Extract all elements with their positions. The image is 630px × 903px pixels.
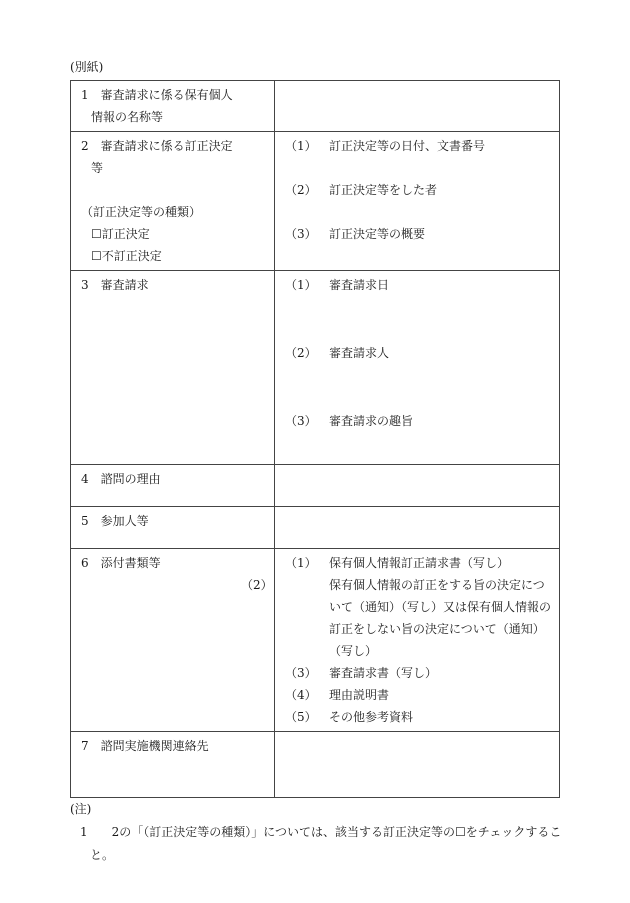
row-label-contact: 7 諮問実施機関連絡先 [71, 732, 275, 798]
row-value-correction-decision [275, 132, 560, 271]
row-value-review-request [275, 271, 560, 465]
list-item: （3） 審査請求の趣旨 [285, 414, 414, 428]
list-item: （2） 保有個人情報の訂正をする旨の決定について（通知）（写し）又は保有個人情報の訂正をしない旨の決定について（通知）（写し） [241, 578, 552, 658]
row-value-info-name [275, 81, 560, 132]
row-label-line: 2 審査請求に係る訂正決定 [81, 139, 233, 153]
row-value-attachments [241, 549, 560, 732]
row-value-participants [275, 507, 560, 549]
row-value-inquiry-reason [275, 465, 560, 507]
row-label-inquiry-reason: 4 諮問の理由 [71, 465, 275, 507]
row-label-participants: 5 参加人等 [71, 507, 275, 549]
page-label: (別紙) [70, 60, 104, 74]
table-row [71, 732, 560, 798]
list-item: （5） その他参考資料 [285, 710, 414, 724]
table-row [71, 465, 560, 507]
list-item: （3） 審査請求書（写し） [285, 666, 438, 680]
list-item: （1） 審査請求日 [285, 278, 390, 292]
table-row [71, 81, 560, 132]
table-row [71, 132, 560, 271]
note-item: 1 2の「（訂正決定等の種類）」については、該当する訂正決定等の☐をチェックすること。 [80, 825, 562, 862]
row-label-correction-decision [71, 132, 275, 271]
row-label-line: 情報の名称等 [91, 110, 164, 124]
list-item: （2） 審査請求人 [285, 346, 390, 360]
row-value-contact [275, 732, 560, 798]
row-label-info-name [71, 81, 275, 132]
checkbox-correction-decision[interactable]: ☐訂正決定 [91, 227, 150, 241]
list-item: （4） 理由説明書 [285, 688, 390, 702]
list-item: （1） 訂正決定等の日付、文書番号 [285, 139, 486, 153]
table-row [71, 549, 560, 732]
row-label-attachments: 6 添付書類等 [71, 549, 275, 732]
row-label-line: 1 審査請求に係る保有個人 [81, 88, 233, 102]
referral-form-table [70, 80, 560, 798]
list-item: （2） 訂正決定等をした者 [285, 183, 438, 197]
list-item: （3） 訂正決定等の概要 [285, 227, 426, 241]
decision-kind-heading: （訂正決定等の種類） [81, 205, 202, 219]
notes-section [70, 798, 565, 867]
row-label-review-request: 3 審査請求 [71, 271, 275, 465]
table-row [71, 271, 560, 465]
row-label-line: 等 [91, 161, 104, 175]
checkbox-non-correction-decision[interactable]: ☐不訂正決定 [91, 249, 162, 263]
notes-heading: (注) [70, 802, 92, 816]
table-row [71, 507, 560, 549]
list-item: （1） 保有個人情報訂正請求書（写し） [285, 556, 510, 570]
